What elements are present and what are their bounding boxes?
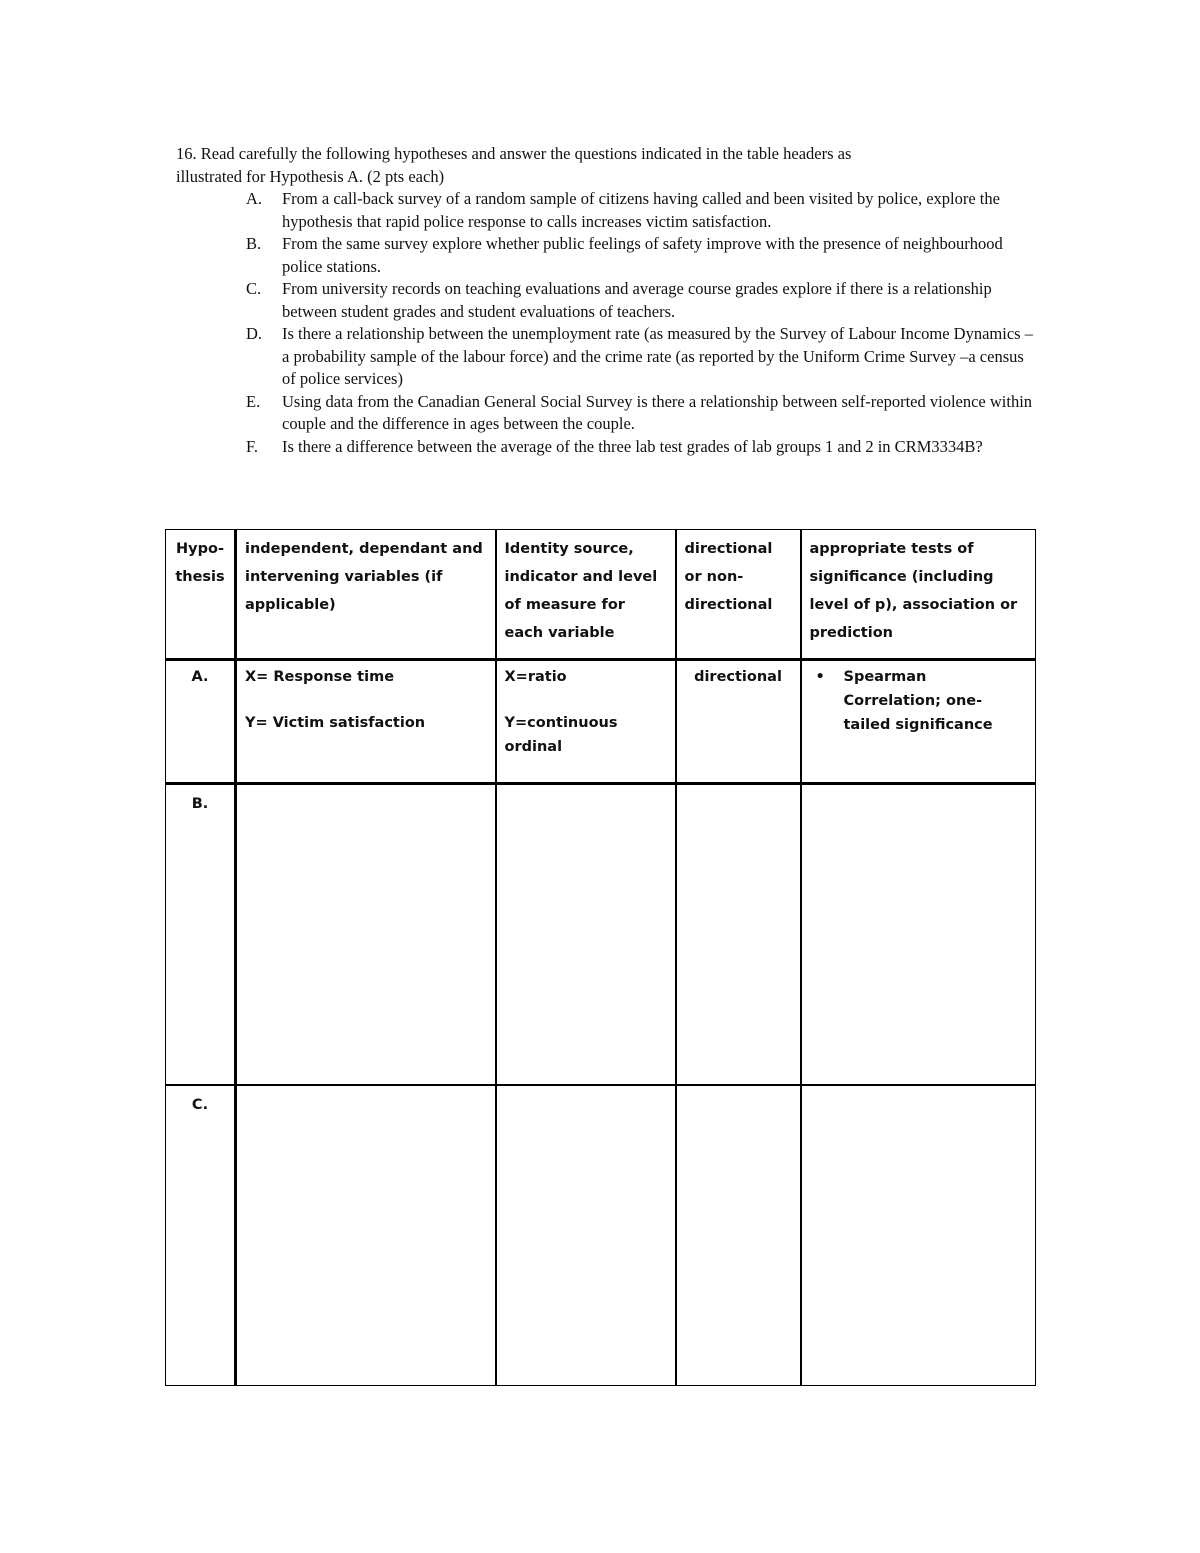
hypothesis-letter: C. [246,279,262,298]
measures-cell[interactable] [496,660,676,784]
table-row [166,1085,1036,1386]
hypothesis-item [246,391,1036,436]
variable-y: Y= Victim satisfaction [245,715,426,731]
hypothesis-letter: F. [246,436,258,456]
measure-x: X=ratio [504,669,567,685]
hypothesis-item [246,278,1036,323]
header-tests [801,530,1036,660]
direction-cell[interactable] [676,784,801,1086]
hypothesis-letter: E. [246,391,261,411]
row-label: C. [166,1085,236,1386]
hypothesis-text: Is there a difference between the average of the three lab test grades of lab groups 1 and 2 in CRM3334B? [282,436,983,456]
measures-cell[interactable] [496,1085,676,1386]
answer-table [165,529,1036,1386]
test-bullet-item [810,665,1028,737]
measure-y: Y=continuous [504,715,618,731]
direction-value: directional [694,669,782,685]
header-text: Hypo- [176,541,224,557]
table-row [166,784,1036,1086]
hypothesis-item [246,436,1036,459]
header-text: Identity source, [504,541,634,557]
header-text: of measure for [504,597,625,613]
row-label: A. [166,660,236,784]
hypothesis-text: Is there a relationship between the unemployment rate (as measured by the Survey of Labour Income Dynamics –a probability sample of the labour force) and the crime rate (as reported by the Uniform Crime Survey –a census of police services) [282,324,1033,388]
tests-cell[interactable] [801,660,1036,784]
test-text: Correlation; one- [843,693,983,709]
hypothesis-letter: A. [246,189,263,208]
question-line-1: 16. Read carefully the following hypotheses and answer the questions indicated in the table headers as [176,144,852,163]
header-measures [496,530,676,660]
hypothesis-item [246,323,1036,391]
table-header-row [166,530,1036,660]
header-text: each variable [504,625,615,641]
hypothesis-letter: D. [246,324,263,343]
question-intro [176,143,1026,188]
header-variables [236,530,496,660]
header-hypothesis [166,530,236,660]
question-line-2: illustrated for Hypothesis A. (2 pts each) [176,166,445,186]
header-text: applicable) [245,597,336,613]
variables-cell[interactable] [236,660,496,784]
bullet-icon: • [815,669,825,685]
hypothesis-text: Using data from the Canadian General Social Survey is there a relationship between self-reported violence within couple and the difference in ages between the couple. [282,391,1033,433]
direction-cell[interactable] [676,1085,801,1386]
header-text: or non- [684,569,744,585]
tests-cell[interactable] [801,1085,1036,1386]
header-text: appropriate tests of [809,541,974,557]
header-text: prediction [809,625,893,641]
test-text: tailed significance [843,717,993,733]
header-text: indicator and level [504,569,658,585]
hypothesis-letter: B. [246,234,262,253]
measures-cell[interactable] [496,784,676,1086]
hypothesis-text: From a call-back survey of a random sample of citizens having called and been visited by police, explore the hypothesis that rapid police response to calls increases victim satisfaction. [282,189,1000,231]
variables-cell[interactable] [236,1085,496,1386]
variable-x: X= Response time [245,669,395,685]
header-text: directional [684,541,773,557]
measure-y-cont: ordinal [504,739,563,755]
hypothesis-text: From the same survey explore whether public feelings of safety improve with the presence of neighbourhood police stations. [282,234,1003,276]
header-text: level of p), association or [809,597,1018,613]
table-row [166,660,1036,784]
header-text: independent, dependant and [245,541,483,557]
hypothesis-list [246,188,1036,458]
header-direction [676,530,801,660]
variables-cell[interactable] [236,784,496,1086]
direction-cell[interactable] [676,660,801,784]
header-text: significance (including [809,569,994,585]
test-text: Spearman [843,669,927,685]
row-label: B. [166,784,236,1086]
header-text: intervening variables (if [245,569,443,585]
header-text: thesis [175,569,225,585]
header-text: directional [684,597,773,613]
hypothesis-text: From university records on teaching evaluations and average course grades explore if there is a relationship between student grades and student evaluations of teachers. [282,279,992,321]
hypothesis-item [246,233,1036,278]
hypothesis-item [246,188,1036,233]
tests-cell[interactable] [801,784,1036,1086]
